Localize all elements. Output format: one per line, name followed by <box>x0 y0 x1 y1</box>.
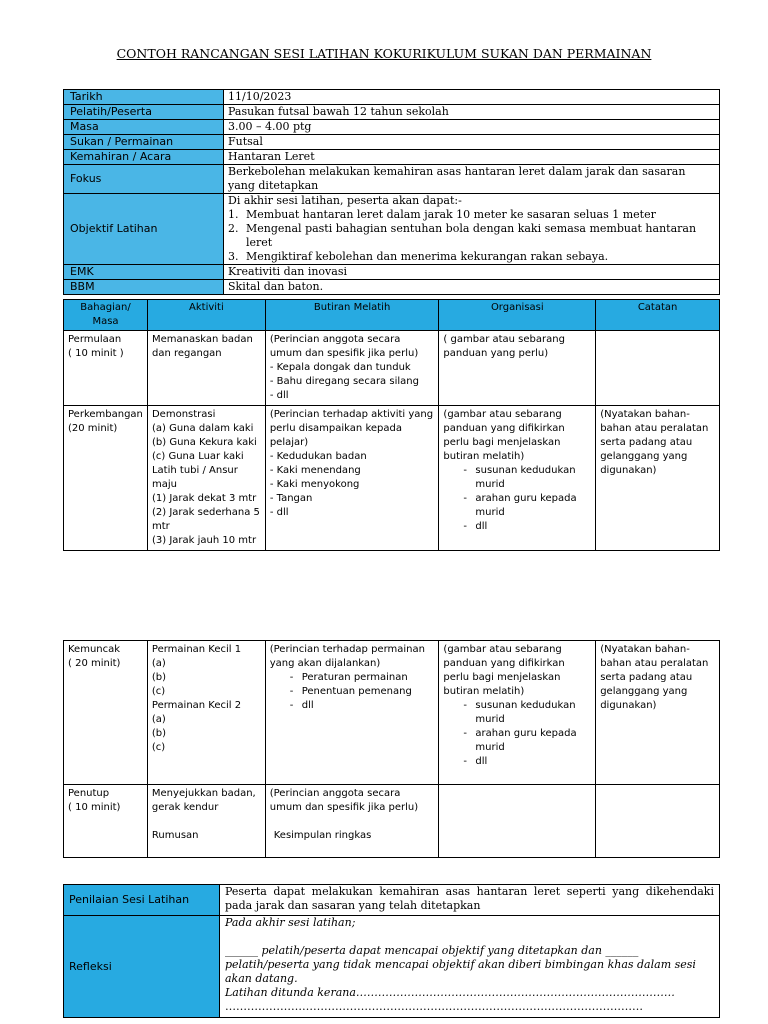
butiran-line: Kesimpulan ringkas <box>273 830 372 841</box>
permulaan-catatan <box>596 331 720 406</box>
perkembangan-butiran <box>265 406 439 551</box>
refleksi-value <box>220 916 720 1018</box>
perkembangan-aktiviti <box>147 406 265 551</box>
butiran-item: - Kaki menendang <box>270 464 435 478</box>
aktiviti-line: (1) Jarak dekat 3 mtr <box>151 493 257 504</box>
organisasi-item: - susunan kedudukan murid <box>463 699 591 727</box>
info-value-pelatih: Pasukan futsal bawah 12 tahun sekolah <box>224 105 720 120</box>
butiran-item: - Penentuan pemenang <box>290 685 435 699</box>
penilaian-label: Penilaian Sesi Latihan <box>64 885 220 916</box>
info-value-masa: 3.00 – 4.00 ptg <box>224 120 720 135</box>
plan-row-kemuncak <box>64 641 720 785</box>
aktiviti-line: Latih tubi / Ansur maju <box>151 465 238 490</box>
butiran-intro: (Perincian terhadap permainan yang akan dijalankan) <box>269 644 425 669</box>
info-label-masa: Masa <box>64 120 224 135</box>
aktiviti-line: (b) Guna Kekura kaki <box>151 437 257 448</box>
butiran-intro: (Perincian terhadap aktiviti yang perlu disampaikan kepada pelajar) <box>269 409 434 448</box>
penutup-organisasi <box>439 785 596 858</box>
info-label-bbm: BBM <box>64 280 224 295</box>
header-bahagian: Bahagian/ Masa <box>64 300 148 331</box>
info-label-pelatih: Pelatih/Peserta <box>64 105 224 120</box>
bahagian-name: Perkembangan <box>68 409 143 420</box>
butiran-intro: (Perincian anggota secara umum dan spesifik jika perlu) <box>269 334 419 359</box>
header-aktiviti: Aktiviti <box>147 300 265 331</box>
aktiviti-line: (3) Jarak jauh 10 mtr <box>151 535 257 546</box>
aktiviti-line: (b) <box>151 672 167 683</box>
info-row-masa <box>64 120 720 135</box>
bahagian-time: ( 10 minit ) <box>68 348 124 359</box>
bahagian-time: ( 20 minit) <box>68 658 121 669</box>
aktiviti-line: Demonstrasi <box>151 409 216 420</box>
plan-row-permulaan <box>64 331 720 406</box>
info-value-objektif <box>224 194 720 265</box>
objektif-item: 1. Membuat hantaran leret dalam jarak 10 meter ke sasaran seluas 1 meter <box>242 208 715 222</box>
butiran-list <box>270 450 435 520</box>
plan-header-row <box>64 300 720 331</box>
butiran-item: - Bahu diregang secara silang <box>270 375 435 389</box>
info-row-emk <box>64 265 720 280</box>
kemuncak-catatan: (Nyatakan bahan-bahan atau peralatan serta padang atau gelanggang yang digunakan) <box>596 641 720 785</box>
objektif-item: 3. Mengiktiraf kebolehan dan menerima kekurangan rakan sebaya. <box>242 250 715 264</box>
info-row-kemahiran <box>64 150 720 165</box>
organisasi-item: - susunan kedudukan murid <box>463 464 591 492</box>
info-value-kemahiran: Hantaran Leret <box>224 150 720 165</box>
info-value-sukan: Futsal <box>224 135 720 150</box>
butiran-list <box>270 671 435 713</box>
objektif-intro: Di akhir sesi latihan, peserta akan dapat:- <box>228 194 462 207</box>
aktiviti-line: Menyejukkan badan, gerak kendur <box>151 788 256 813</box>
penutup-butiran <box>265 785 439 858</box>
training-plan-table <box>63 299 720 551</box>
refleksi-label: Refleksi <box>64 916 220 1018</box>
aktiviti-line: (c) Guna Luar kaki <box>151 451 244 462</box>
aktiviti-line: (a) <box>151 714 166 725</box>
penutup-aktiviti <box>147 785 265 858</box>
info-label-fokus: Fokus <box>64 165 224 194</box>
perkembangan-bahagian <box>64 406 148 551</box>
refleksi-dots: …………………………………………………………………………………………………… <box>225 1000 643 1013</box>
perkembangan-organisasi <box>439 406 596 551</box>
butiran-item: - dll <box>270 389 435 403</box>
aktiviti-line: (a) <box>151 658 166 669</box>
permulaan-bahagian <box>64 331 148 406</box>
permulaan-butiran <box>265 331 439 406</box>
organisasi-list <box>443 464 591 534</box>
kemuncak-organisasi <box>439 641 596 785</box>
page-title: CONTOH RANCANGAN SESI LATIHAN KOKURIKULUM SUKAN DAN PERMAINAN <box>116 46 652 61</box>
info-row-fokus <box>64 165 720 194</box>
aktiviti-line: (c) <box>151 742 166 753</box>
penutup-bahagian <box>64 785 148 858</box>
bahagian-time: (20 minit) <box>68 423 118 434</box>
info-label-emk: EMK <box>64 265 224 280</box>
bahagian-name: Kemuncak <box>68 644 121 655</box>
bahagian-time: ( 10 minit) <box>68 802 121 813</box>
bahagian-name: Permulaan <box>68 334 122 345</box>
kemuncak-aktiviti <box>147 641 265 785</box>
aktiviti-line: (c) <box>151 686 166 697</box>
info-label-tarikh: Tarikh <box>64 90 224 105</box>
refleksi-intro: Pada akhir sesi latihan; <box>225 916 356 929</box>
organisasi-list <box>443 699 591 769</box>
kemuncak-butiran <box>265 641 439 785</box>
permulaan-aktiviti: Memanaskan badan dan regangan <box>147 331 265 406</box>
header-butiran: Butiran Melatih <box>265 300 439 331</box>
aktiviti-line: (b) <box>151 728 167 739</box>
organisasi-intro: (gambar atau sebarang panduan yang difikirkan perlu bagi menjelaskan butiran melatih) <box>443 409 565 462</box>
organisasi-item: - arahan guru kepada murid <box>463 492 591 520</box>
organisasi-intro: (gambar atau sebarang panduan yang difikirkan perlu bagi menjelaskan butiran melatih) <box>443 644 565 697</box>
permulaan-organisasi: ( gambar atau sebarang panduan yang perlu) <box>439 331 596 406</box>
info-label-objektif: Objektif Latihan <box>64 194 224 265</box>
butiran-item: - dll <box>270 506 435 520</box>
butiran-item: - dll <box>290 699 435 713</box>
aktiviti-line: (a) Guna dalam kaki <box>151 423 254 434</box>
objektif-item: 2. Mengenal pasti bahagian sentuhan bola dengan kaki semasa membuat hantaran leret <box>242 222 715 250</box>
header-catatan: Catatan <box>596 300 720 331</box>
session-info-table <box>63 89 720 295</box>
info-row-pelatih <box>64 105 720 120</box>
organisasi-item: - arahan guru kepada murid <box>463 727 591 755</box>
info-label-kemahiran: Kemahiran / Acara <box>64 150 224 165</box>
penilaian-value: Peserta dapat melakukan kemahiran asas hantaran leret seperti yang dikehendaki pada jarak dan sasaran yang telah ditetapkan <box>220 885 720 916</box>
info-value-fokus: Berkebolehan melakukan kemahiran asas hantaran leret dalam jarak dan sasaran yang ditetapkan <box>224 165 720 194</box>
aktiviti-line: Rumusan <box>151 830 199 841</box>
butiran-item: - Tangan <box>270 492 435 506</box>
butiran-list <box>270 361 435 403</box>
objektif-list <box>228 208 715 264</box>
penutup-catatan <box>596 785 720 858</box>
info-row-tarikh <box>64 90 720 105</box>
organisasi-item: - dll <box>463 755 591 769</box>
training-plan-table-continued <box>63 640 720 858</box>
butiran-item: - Kaki menyokong <box>270 478 435 492</box>
plan-row-penutup <box>64 785 720 858</box>
info-value-tarikh: 11/10/2023 <box>224 90 720 105</box>
info-row-bbm <box>64 280 720 295</box>
assess-row-refleksi <box>64 916 720 1018</box>
info-row-sukan <box>64 135 720 150</box>
refleksi-body: ______ pelatih/peserta dapat mencapai objektif yang ditetapkan dan ______ pelatih/peserta yang tidak mencapai objektif akan diberi bimbingan khas dalam sesi akan datang. <box>225 944 696 985</box>
plan-row-perkembangan <box>64 406 720 551</box>
info-value-emk: Kreativiti dan inovasi <box>224 265 720 280</box>
butiran-item: - Kedudukan badan <box>270 450 435 464</box>
kemuncak-bahagian <box>64 641 148 785</box>
info-label-sukan: Sukan / Permainan <box>64 135 224 150</box>
aktiviti-line: (2) Jarak sederhana 5 mtr <box>151 507 260 532</box>
aktiviti-line: Permainan Kecil 1 <box>151 644 242 655</box>
assessment-table <box>63 884 720 1018</box>
info-value-bbm: Skital dan baton. <box>224 280 720 295</box>
refleksi-latihan: Latihan ditunda kerana…………………………………………………………………………… <box>225 986 675 999</box>
organisasi-item: - dll <box>463 520 591 534</box>
perkembangan-catatan: (Nyatakan bahan-bahan atau peralatan serta padang atau gelanggang yang digunakan) <box>596 406 720 551</box>
header-organisasi: Organisasi <box>439 300 596 331</box>
butiran-intro: (Perincian anggota secara umum dan spesifik jika perlu) <box>269 788 419 813</box>
info-row-objektif <box>64 194 720 265</box>
butiran-item: - Kepala dongak dan tunduk <box>270 361 435 375</box>
assess-row-penilaian <box>64 885 720 916</box>
bahagian-name: Penutup <box>68 788 110 799</box>
aktiviti-line: Permainan Kecil 2 <box>151 700 242 711</box>
butiran-item: - Peraturan permainan <box>290 671 435 685</box>
